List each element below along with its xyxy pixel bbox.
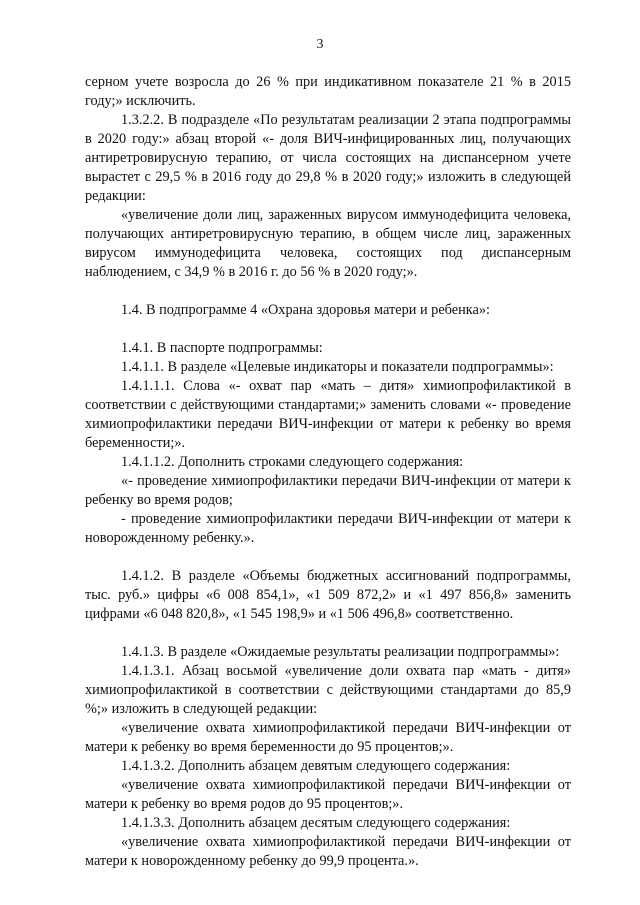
paragraph-13: 1.4.1.3.1. Абзац восьмой «увеличение доли охвата пар «мать - дитя» химиопрофилактикой в соответствии с действующими стандартами до 85,9 %;» изложить в следующей редакции: [85, 663, 571, 717]
paragraph-16: «увеличение охвата химиопрофилактикой передачи ВИЧ-инфекции от матери к ребенку во время родов до 95 процентов;». [85, 777, 571, 812]
paragraph-14: «увеличение охвата химиопрофилактикой передачи ВИЧ-инфекции от матери к ребенку во время беременности до 95 процентов;». [85, 720, 571, 755]
page-number: 3 [316, 37, 324, 52]
document-body [85, 73, 571, 871]
paragraph-1: серном учете возросла до 26 % при индикативном показателе 21 % в 2015 году;» исключить. [85, 74, 571, 109]
paragraph-3: «увеличение доли лиц, зараженных вирусом иммунодефицита человека, получающих антиретровирусную терапию, в общем числе лиц, зараженных вирусом иммунодефицита человека, состоящих под диспансерным наблюдением, с 34,9 % в 2016 г. до 56 % в 2020 году;». [85, 207, 571, 280]
paragraph-4: 1.4. В подпрограмме 4 «Охрана здоровья матери и ребенка»: [121, 302, 490, 318]
paragraph-6: 1.4.1.1. В разделе «Целевые индикаторы и показатели подпрограммы»: [121, 359, 554, 375]
paragraph-7: 1.4.1.1.1. Слова «- охват пар «мать – дитя» химиопрофилактикой в соответствии с действующими стандартами;» заменить словами «- проведение химиопрофилактики передачи ВИЧ-инфекции от матери к ребенку во время беременности;». [85, 378, 571, 451]
paragraph-10: - проведение химиопрофилактики передачи ВИЧ-инфекции от матери к новорожденному ребенку.». [85, 511, 571, 546]
paragraph-15: 1.4.1.3.2. Дополнить абзацем девятым следующего содержания: [121, 758, 511, 774]
paragraph-8: 1.4.1.1.2. Дополнить строками следующего содержания: [121, 454, 464, 470]
paragraph-5: 1.4.1. В паспорте подпрограммы: [121, 340, 323, 356]
paragraph-9: «- проведение химиопрофилактики передачи ВИЧ-инфекции от матери к ребенку во время родов; [85, 473, 571, 508]
paragraph-18: «увеличение охвата химиопрофилактикой передачи ВИЧ-инфекции от матери к новорожденному ребенку до 99,9 процента.». [85, 834, 571, 869]
paragraph-17: 1.4.1.3.3. Дополнить абзацем десятым следующего содержания: [121, 815, 511, 831]
paragraph-11: 1.4.1.2. В разделе «Объемы бюджетных ассигнований подпрограммы, тыс. руб.» цифры «6 008 854,1», «1 509 872,2» и «1 497 856,8» заменить цифрами «6 048 820,8», «1 545 198,9» и «1 506 496,8» соответственно. [85, 568, 571, 622]
paragraph-2: 1.3.2.2. В подразделе «По результатам реализации 2 этапа подпрограммы в 2020 году:» абзац второй «- доля ВИЧ-инфицированных лиц, получающих антиретровирусную терапию, от числа состоящих на диспансерном учете вырастет с 29,5 % в 2016 году до 29,8 % в 2020 году;» изложить в следующей редакции: [85, 112, 571, 204]
paragraph-12: 1.4.1.3. В разделе «Ожидаемые результаты реализации подпрограммы»: [121, 644, 560, 660]
